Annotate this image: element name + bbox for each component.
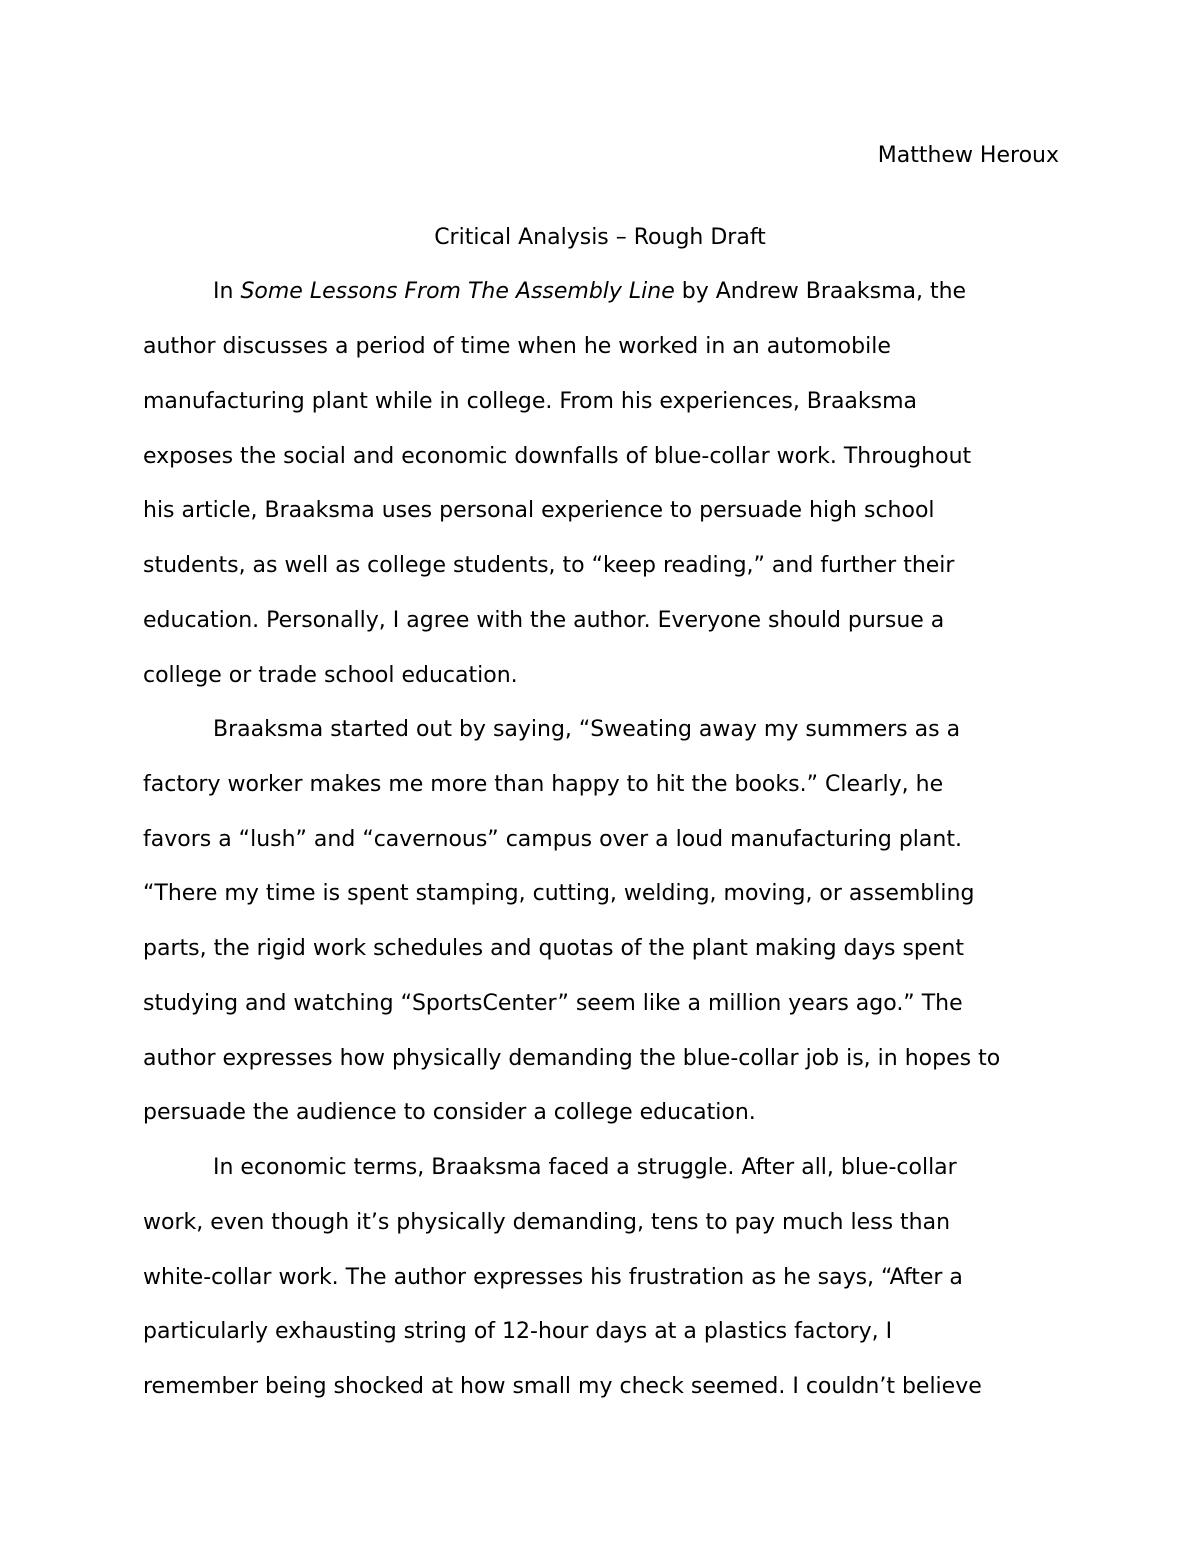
- paragraph-1-line-3: manufacturing plant while in college. From his experiences, Braaksma: [143, 389, 918, 414]
- paragraph-1-line-6: students, as well as college students, to “keep reading,” and further their: [143, 553, 955, 578]
- paragraph-1-line-7: education. Personally, I agree with the author. Everyone should pursue a: [143, 608, 945, 633]
- paragraph-2-line-6: studying and watching “SportsCenter” seem like a million years ago.” The: [143, 991, 963, 1016]
- paragraph-2-line-5: parts, the rigid work schedules and quotas of the plant making days spent: [143, 936, 964, 961]
- paragraph-1-line-2: author discusses a period of time when he worked in an automobile: [143, 334, 891, 359]
- paragraph-1-line-1-post: by Andrew Braaksma, the: [674, 279, 967, 304]
- paragraph-3-line-2: work, even though it’s physically demanding, tens to pay much less than: [143, 1210, 951, 1235]
- paragraph-2-line-7: author expresses how physically demanding the blue-collar job is, in hopes to: [143, 1046, 1001, 1071]
- paragraph-1-line-4: exposes the social and economic downfalls of blue-collar work. Throughout: [143, 444, 972, 469]
- author-name: Matthew Heroux: [877, 143, 1059, 168]
- paragraph-2-line-3: favors a “lush” and “cavernous” campus over a loud manufacturing plant.: [143, 827, 962, 852]
- paragraph-2-line-4: “There my time is spent stamping, cutting, welding, moving, or assembling: [143, 881, 975, 906]
- paragraph-2-line-8: persuade the audience to consider a college education.: [143, 1100, 756, 1125]
- book-title: Some Lessons From The Assembly Line: [240, 279, 675, 304]
- paragraph-3-line-4: particularly exhausting string of 12-hour days at a plastics factory, I: [143, 1319, 893, 1344]
- paragraph-1-line-1-pre: In: [213, 279, 241, 304]
- paragraph-3-line-1: In economic terms, Braaksma faced a struggle. After all, blue-collar: [213, 1155, 957, 1180]
- paragraph-1-line-1: [213, 274, 966, 310]
- paragraph-3-line-5: remember being shocked at how small my check seemed. I couldn’t believe: [143, 1374, 982, 1399]
- paragraph-1-line-5: his article, Braaksma uses personal experience to persuade high school: [143, 498, 935, 523]
- document-title: Critical Analysis – Rough Draft: [434, 225, 766, 250]
- paragraph-2-line-2: factory worker makes me more than happy to hit the books.” Clearly, he: [143, 772, 944, 797]
- paragraph-1-line-8: college or trade school education.: [143, 663, 518, 688]
- paragraph-3-line-3: white-collar work. The author expresses his frustration as he says, “After a: [143, 1265, 963, 1290]
- paragraph-2-line-1: Braaksma started out by saying, “Sweating away my summers as a: [213, 717, 961, 742]
